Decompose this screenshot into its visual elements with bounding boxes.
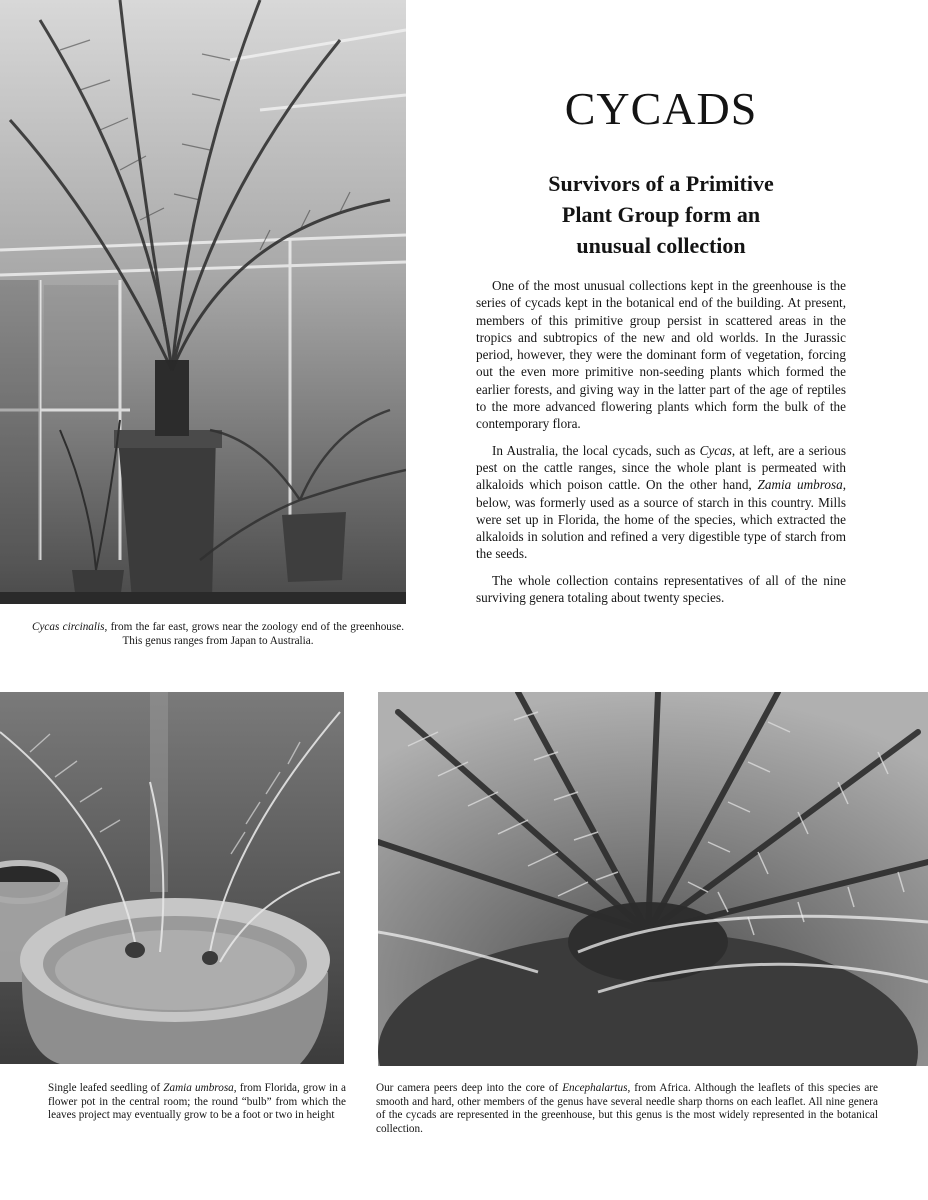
paragraph-3: The whole collection contains representatives of all of the nine surviving genera totaling about twenty species. [476, 572, 846, 606]
paragraph-2-text: In Australia, the local cycads, such as [492, 442, 700, 458]
caption-text: Single leafed seedling of [48, 1082, 164, 1094]
photo-zamia-seedling [0, 692, 344, 1064]
caption-cycas-circinalis [32, 621, 404, 648]
caption-text: , from Africa. Although the leaflets of this species are smooth and hard, other members of the genus have several needle sharp thorns on each leaflet. All nine genera of the cycads are represented in the greenhouse, but this genus is the most widely represented in the botanical collection. [376, 1082, 878, 1135]
species-zamia-umbrosa: Zamia umbrosa [757, 477, 843, 493]
paragraph-1: One of the most unusual collections kept in the greenhouse is the series of cycads kept in the botanical end of the building. At present, members of this primitive group persist in scattered areas in the tropics and subtropics of the new and old worlds. In the Jurassic period, however, they were the dominant form of vegetation, forcing out the even more primitive non-seeding plants which formed the earlier forests, and giving way in the latter part of the age of reptiles to the more advanced flowering plants which form the bulk of the contemporary flora. [476, 278, 846, 432]
caption-species-name: Encephalartus [562, 1082, 628, 1094]
caption-text: , from the far east, grows near the zoology end of the greenhouse. This genus ranges from Japan to Australia. [104, 621, 404, 647]
article-subtitle [458, 168, 864, 261]
subtitle-line-2: Plant Group form an [561, 202, 761, 227]
caption-encephalartus [376, 1082, 878, 1136]
caption-text: Our camera peers deep into the core of [376, 1082, 563, 1094]
caption-species-name: Zamia umbrosa [163, 1082, 234, 1094]
paragraph-2 [476, 442, 846, 563]
subtitle-line-3: unusual collection [576, 233, 746, 258]
caption-species-name: Cycas circinalis [32, 621, 105, 633]
species-cycas: Cycas [699, 442, 732, 458]
photo-cycas-greenhouse [0, 0, 406, 604]
caption-zamia-seedling [48, 1082, 346, 1123]
paragraph-2-text: , at left, are a serious pest on the cattle ranges, since the whole plant is permeated with alkaloids which poison cattle. On the other hand, [476, 442, 847, 493]
paragraph-2-text: , below, was formerly used as a source of starch in this country. Mills were set up in Florida, the home of the species, which extracted the alkaloids in solution and refined a very digestible type of starch from the seeds. [476, 477, 846, 562]
article-title: CYCADS [564, 83, 758, 134]
article-body [476, 277, 846, 615]
caption-text: , from Florida, grow in a flower pot in the central room; the round “bulb” from which the leaves project may eventually grow to be a foot or two in height [48, 1082, 346, 1122]
subtitle-line-1: Survivors of a Primitive [548, 171, 774, 196]
photo-encephalartus-core [378, 692, 928, 1066]
